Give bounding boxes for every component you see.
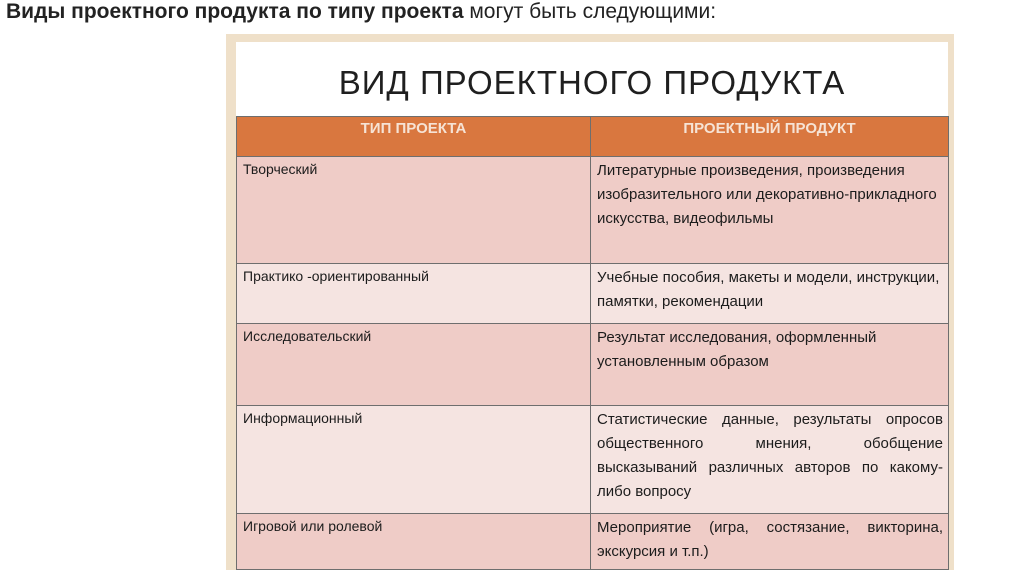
- heading-normal-text: могут быть следующими:: [463, 0, 717, 23]
- project-product-cell: Результат исследования, оформленный установленным образом: [591, 324, 949, 406]
- table-row: [237, 324, 949, 406]
- heading-bold-text: Виды проектного продукта по типу проекта: [6, 0, 464, 23]
- project-type-cell: Игровой или ролевой: [237, 514, 591, 570]
- table-row: [237, 406, 949, 514]
- project-product-cell: Учебные пособия, макеты и модели, инструкции, памятки, рекомендации: [591, 264, 949, 324]
- project-product-cell: Литературные произведения, произведения изобразительного или декоративно-прикладного искусства, видеофильмы: [591, 157, 949, 264]
- project-product-cell: Статистические данные, результаты опросов общественного мнения, обобщение высказываний различных авторов по какому-либо вопросу: [591, 406, 949, 514]
- project-type-cell: Информационный: [237, 406, 591, 514]
- table-row: [237, 264, 949, 324]
- table-row: [237, 514, 949, 570]
- slide-image: [226, 34, 954, 570]
- slide-title: ВИД ПРОЕКТНОГО ПРОДУКТА: [338, 64, 846, 101]
- project-product-cell: Мероприятие (игра, состязание, викторина, экскурсия и т.п.): [591, 514, 949, 570]
- product-table: [236, 116, 949, 570]
- project-type-cell: Творческий: [237, 157, 591, 264]
- project-type-cell: Исследовательский: [237, 324, 591, 406]
- table-header-row: [237, 117, 949, 157]
- slide-title-box: [236, 42, 948, 122]
- project-type-cell: Практико -ориентированный: [237, 264, 591, 324]
- page-heading: [6, 0, 716, 24]
- column-header-product: ПРОЕКТНЫЙ ПРОДУКТ: [591, 117, 949, 157]
- table-row: [237, 157, 949, 264]
- column-header-type: ТИП ПРОЕКТА: [237, 117, 591, 157]
